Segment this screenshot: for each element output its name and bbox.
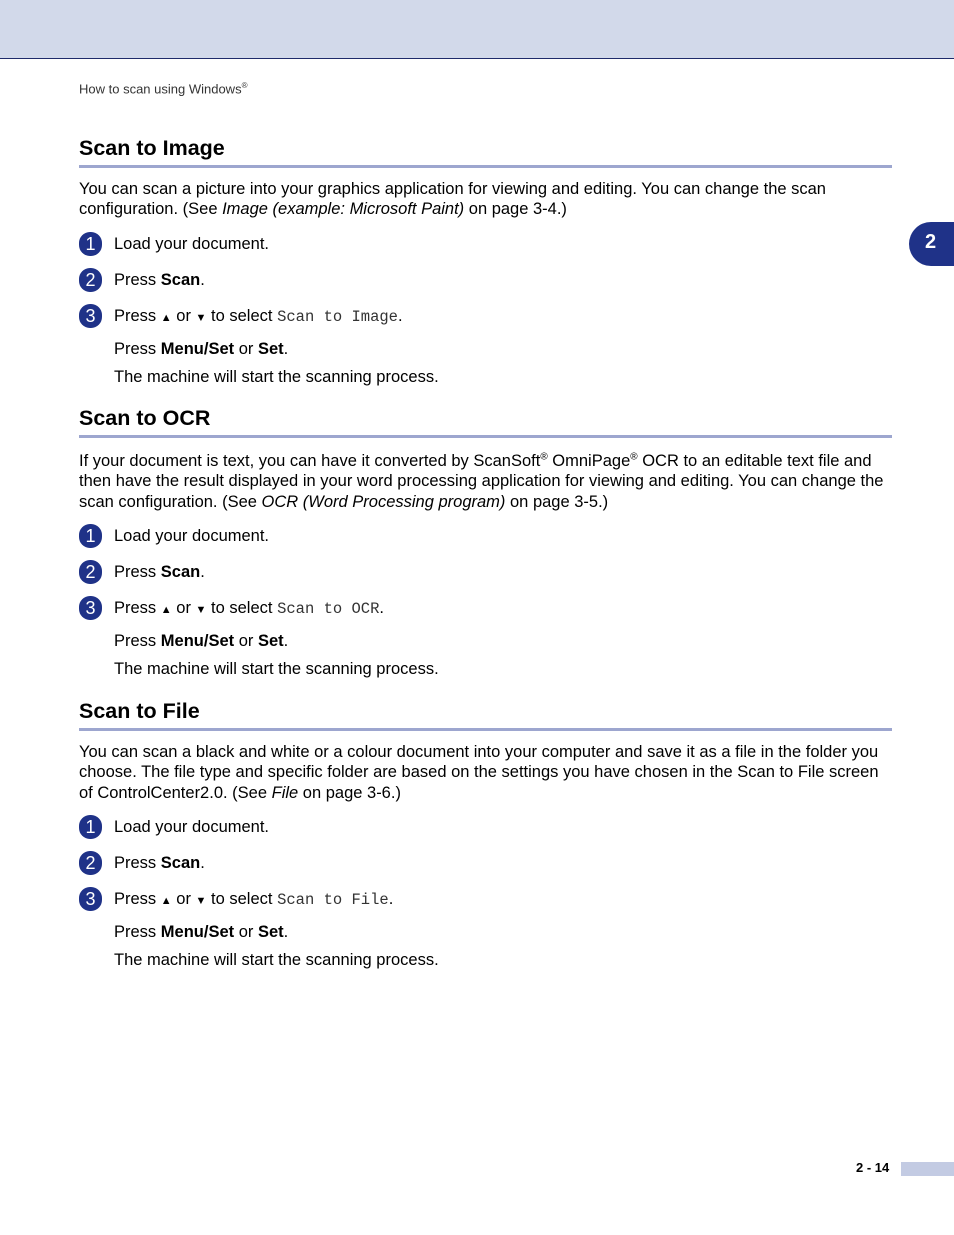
section-intro: You can scan a picture into your graphics application for viewing and editing. You can change the scan configuration. (See Image (example: Microsoft Paint) on page 3-4.) — [79, 180, 826, 219]
page-number: 2 - 14 — [856, 1160, 890, 1175]
step-3: 3 Press ▲ or ▼ to select Scan to Image. — [79, 304, 892, 340]
section-scan-to-ocr — [79, 405, 892, 688]
step-number-1: 1 — [79, 232, 102, 256]
down-arrow-icon: ▼ — [195, 311, 207, 324]
step-3-confirm: Press Menu/Set or Set. — [114, 631, 289, 650]
section-title: Scan to File — [79, 698, 892, 731]
step-2: 2 Press Scan. — [79, 268, 892, 304]
step-2: 2 Press Scan. — [79, 560, 892, 596]
up-arrow-icon: ▲ — [160, 894, 172, 907]
step-3: 3 Press ▲ or ▼ to select Scan to File. — [79, 887, 892, 923]
section-intro: If your document is text, you can have it converted by ScanSoft® OmniPage® OCR to an editable text file and then have the result displayed in your word processing application for viewing and editing. You can change the scan configuration. (See OCR (Word Processing program) on page 3-5.) — [79, 451, 884, 511]
menu-option: Scan to OCR — [277, 599, 380, 618]
step-3-result: The machine will start the scanning process. — [114, 659, 439, 678]
section-title: Scan to OCR — [79, 405, 892, 438]
menu-option: Scan to Image — [277, 307, 398, 326]
step-number-1: 1 — [79, 815, 102, 839]
footer-bar — [901, 1162, 954, 1176]
up-arrow-icon: ▲ — [160, 603, 172, 616]
step-number-1: 1 — [79, 524, 102, 548]
step-2: 2 Press Scan. — [79, 851, 892, 887]
step-number-3: 3 — [79, 596, 102, 620]
running-head: How to scan using Windows® — [79, 81, 248, 97]
step-1: 1 Load your document. — [79, 815, 892, 851]
section-intro: You can scan a black and white or a colour document into your computer and save it as a file in the folder you choose. The file type and specific folder are based on the settings you have chosen in the Scan to File screen of ControlCenter2.0. (See File on page 3-6.) — [79, 743, 879, 802]
section-scan-to-image — [79, 135, 892, 396]
menu-option: Scan to File — [277, 890, 389, 909]
header-band — [0, 0, 954, 59]
step-number-3: 3 — [79, 304, 102, 328]
step-number-2: 2 — [79, 560, 102, 584]
step-3-confirm: Press Menu/Set or Set. — [114, 922, 289, 941]
step-1: 1 Load your document. — [79, 232, 892, 268]
step-3-result: The machine will start the scanning process. — [114, 950, 439, 969]
step-3: 3 Press ▲ or ▼ to select Scan to OCR. — [79, 596, 892, 632]
step-1: 1 Load your document. — [79, 524, 892, 560]
chapter-tab: 2 — [909, 222, 954, 266]
section-scan-to-file — [79, 698, 892, 979]
down-arrow-icon: ▼ — [195, 894, 207, 907]
step-number-2: 2 — [79, 851, 102, 875]
step-number-3: 3 — [79, 887, 102, 911]
step-3-result: The machine will start the scanning process. — [114, 367, 439, 386]
step-number-2: 2 — [79, 268, 102, 292]
up-arrow-icon: ▲ — [160, 311, 172, 324]
section-title: Scan to Image — [79, 135, 892, 168]
down-arrow-icon: ▼ — [195, 603, 207, 616]
step-3-confirm: Press Menu/Set or Set. — [114, 339, 289, 358]
